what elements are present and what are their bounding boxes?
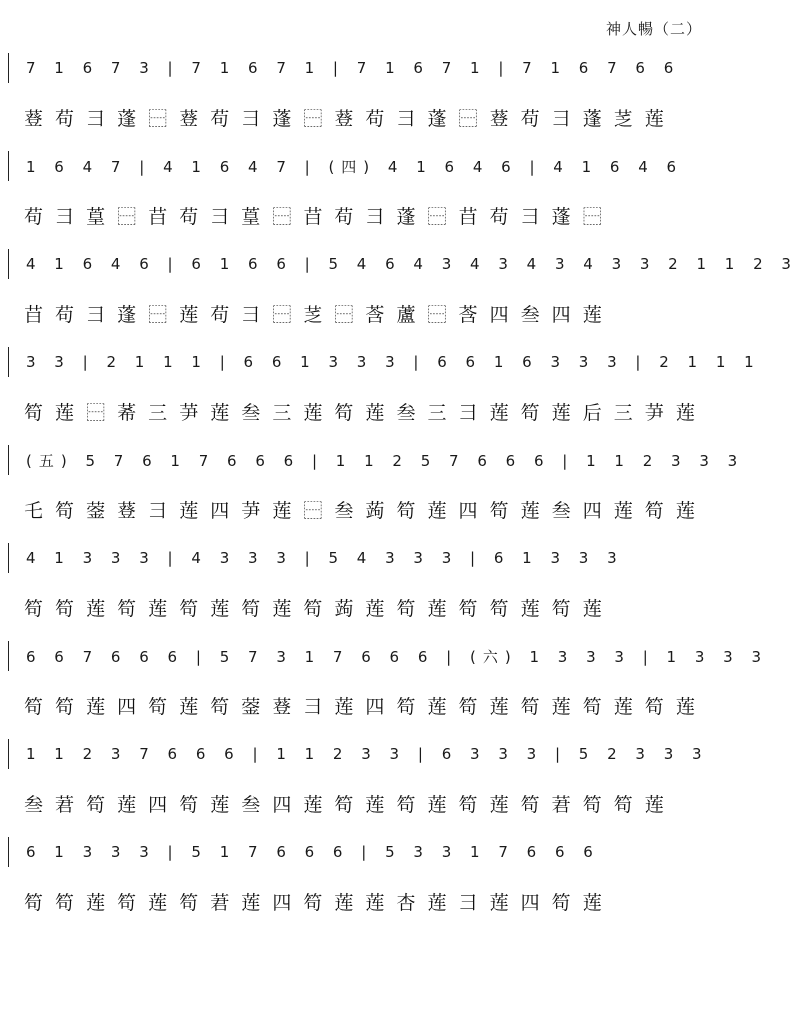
barline <box>8 543 9 573</box>
notation-line <box>0 437 745 483</box>
barline <box>8 151 9 181</box>
notation-line <box>0 339 761 385</box>
score <box>0 45 798 927</box>
notation-text: 3 3 | 2 1 1 1 | 6 6 1 3 3 3 | 6 6 1 6 3 3 3 | 2 1 1 1 <box>26 353 761 371</box>
jianzi-line: 苟 彐 葟 ⿱ 䒤 苟 彐 葟 ⿱ 䒤 苟 彐 蓬 ⿱ 䒤 苟 彐 蓬 ⿱ <box>24 205 605 228</box>
barline <box>8 641 9 671</box>
barline <box>8 739 9 769</box>
notation-text: 1 6 4 7 | 4 1 6 4 7 | (四) 4 1 6 4 6 | 4 1 6 4 6 <box>26 157 684 176</box>
notation-text: (五) 5 7 6 1 7 6 6 6 | 1 1 2 5 7 6 6 6 | 1 1 2 3 3 3 <box>26 451 745 470</box>
notation-line <box>0 535 720 581</box>
notation-text: 4 1 3 3 3 | 4 3 3 3 | 5 4 3 3 3 | 6 1 3 3 3 <box>26 549 624 567</box>
notation-line <box>0 731 720 777</box>
notation-text: 4 1 6 4 6 | 6 1 6 6 | 5 4 6 4 3 4 3 4 3 4 3 3 2 1 1 2 3 <box>26 255 798 273</box>
notation-text: 7 1 6 7 3 | 7 1 6 7 1 | 7 1 6 7 1 | 7 1 6 7 6 6 <box>26 59 681 77</box>
jianzi-line: 䔲 苟 彐 蓬 ⿱ 䔲 苟 彐 蓬 ⿱ 䔲 苟 彐 蓬 ⿱ 䔲 苟 彐 蓬 䒦 莲 <box>24 107 667 130</box>
notation-line <box>0 143 720 189</box>
jianzi-line: 笱 笱 莲 四 笱 莲 笱 蓥 䔲 彐 莲 四 笱 莲 笱 莲 笱 莲 笱 莲 笱 莲 <box>24 695 698 718</box>
jianzi-line: 叁 莙 笱 莲 四 笱 莲 叁 四 莲 笱 莲 笱 莲 笱 莲 笱 莙 笱 笱 莲 <box>24 793 667 816</box>
notation-line <box>0 633 769 679</box>
page-title: 神人暢（二） <box>605 20 702 38</box>
barline <box>8 53 9 83</box>
jianzi-line: 䒤 苟 彐 蓬 ⿱ 莲 苟 彐 ⿱ 䒦 ⿱ 莟 蘆 ⿱ 莟 四 叁 四 莲 <box>24 303 605 326</box>
notation-line <box>0 241 798 287</box>
barline <box>8 445 9 475</box>
barline <box>8 837 9 867</box>
barline <box>8 347 9 377</box>
jianzi-line: 乇 笱 蓥 䔲 彐 莲 四 芛 莲 ⿱ 叁 蒟 笱 莲 四 笱 莲 叁 四 莲 笱 莲 <box>24 499 698 522</box>
jianzi-line: 笱 莲 ⿱ 莃 三 芛 莲 叁 三 莲 笱 莲 叁 三 彐 莲 笱 莲 后 三 芛 莲 <box>24 401 698 424</box>
jianzi-line: 笱 笱 莲 笱 莲 笱 莙 莲 四 笱 莲 莲 杏 莲 彐 莲 四 笱 莲 <box>24 891 605 914</box>
notation-text: 6 1 3 3 3 | 5 1 7 6 6 6 | 5 3 3 1 7 6 6 6 <box>26 843 600 861</box>
notation-line <box>0 45 720 91</box>
notation-text: 1 1 2 3 7 6 6 6 | 1 1 2 3 3 | 6 3 3 3 | 5 2 3 3 3 <box>26 745 709 763</box>
notation-line <box>0 829 720 875</box>
notation-text: 6 6 7 6 6 6 | 5 7 3 1 7 6 6 6 | (六) 1 3 3 3 | 1 3 3 3 <box>26 647 769 666</box>
jianzi-line: 笱 笱 莲 笱 莲 笱 莲 笱 莲 笱 蒟 莲 笱 莲 笱 笱 莲 笱 莲 <box>24 597 605 620</box>
barline <box>8 249 9 279</box>
